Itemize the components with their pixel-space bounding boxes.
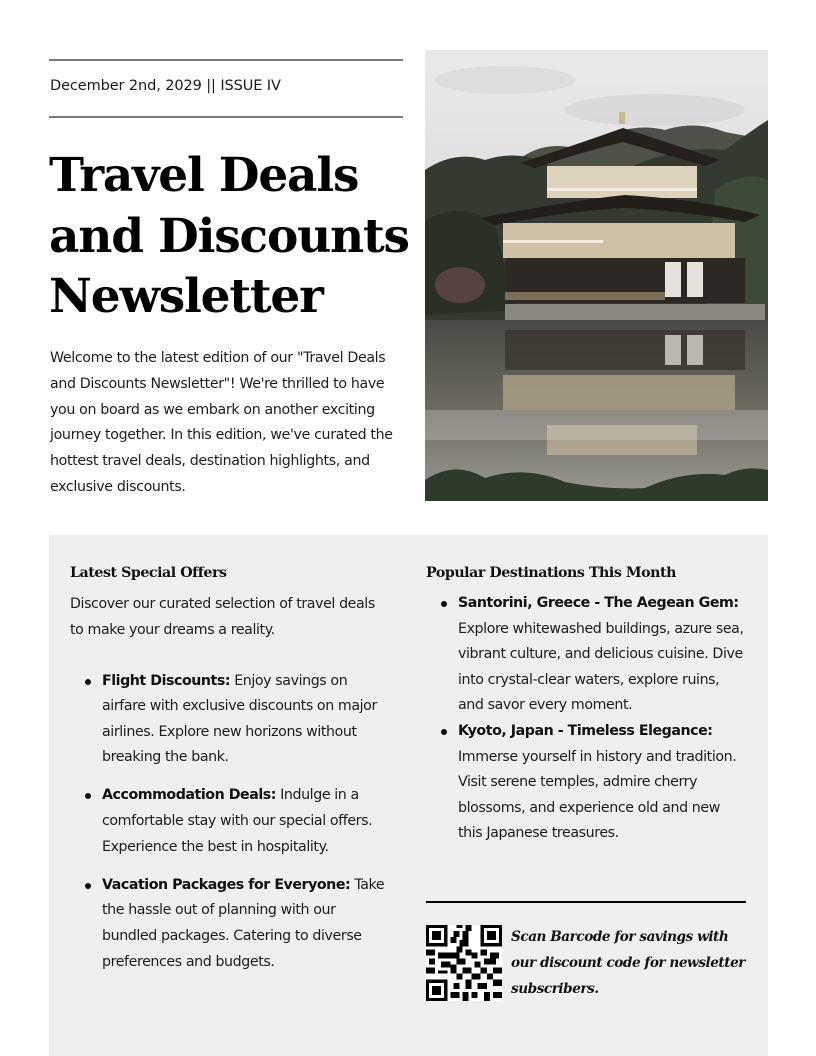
destination-text: Explore whitewashed buildings, azure sea, vibrant culture, and delicious cuisine. Dive into crystal-clear waters, explore ruins, and savor every moment. [458,620,744,714]
qr-code-icon[interactable] [426,925,502,1001]
temple-photo-icon [425,50,768,501]
destination-text: Immerse yourself in history and tradition. Visit serene temples, admire cherry blossoms, and experience old and new this Japanese treasures. [458,748,737,842]
title-line-1: Travel Deals [49,148,359,203]
bullet-icon [85,679,91,685]
offer-text: Take the hassle out of planning with our bundled packages. Catering to diverse preferences and budgets. [102,876,385,970]
list-item [426,591,746,719]
header-rule-top [49,59,403,61]
special-offers-list [70,669,390,976]
list-item [70,783,390,860]
special-offers-heading: Latest Special Offers [70,565,227,581]
destinations-list [426,591,746,847]
bullet-icon [441,729,447,735]
qr-promo [426,925,746,1005]
qr-caption: Scan Barcode for savings with our discount code for newsletter subscribers. [511,929,745,997]
destinations-heading: Popular Destinations This Month [426,565,676,581]
special-offers-column [70,563,390,988]
content-panel [49,535,768,1056]
list-item [426,719,746,847]
list-item [70,873,390,975]
section-divider [426,901,746,903]
list-item [70,669,390,771]
offer-title: Vacation Packages for Everyone: [102,876,351,893]
bullet-icon [85,883,91,889]
special-offers-description: Discover our curated selection of travel deals to make your dreams a reality. [70,596,375,638]
header-rule-bottom [49,116,403,118]
hero-photo-temple [425,50,768,501]
destination-title: Kyoto, Japan - Timeless Elegance: [458,722,713,739]
intro-paragraph: Welcome to the latest edition of our "Travel Deals and Discounts Newsletter"! We're thrilled to have you on board as we embark on another exciting journey together. In this edition, we've curated the hottest travel deals, destination highlights, and exclusive discounts. [50,350,393,495]
bullet-icon [85,793,91,799]
title-line-2: and Discounts [49,208,409,264]
newsletter-title [49,146,419,328]
issue-date-line: December 2nd, 2029 || ISSUE IV [50,78,281,94]
offer-text: Indulge in a comfortable stay with our special offers. Experience the best in hospitality. [102,787,373,855]
offer-title: Accommodation Deals: [102,787,276,804]
bullet-icon [441,601,447,607]
offer-text: Enjoy savings on airfare with exclusive discounts on major airlines. Explore new horizons without breaking the bank. [102,672,377,766]
destinations-column [426,563,746,847]
offer-title: Flight Discounts: [102,672,231,689]
destination-title: Santorini, Greece - The Aegean Gem: [458,595,739,611]
title-line-3: Newsletter [49,269,323,324]
